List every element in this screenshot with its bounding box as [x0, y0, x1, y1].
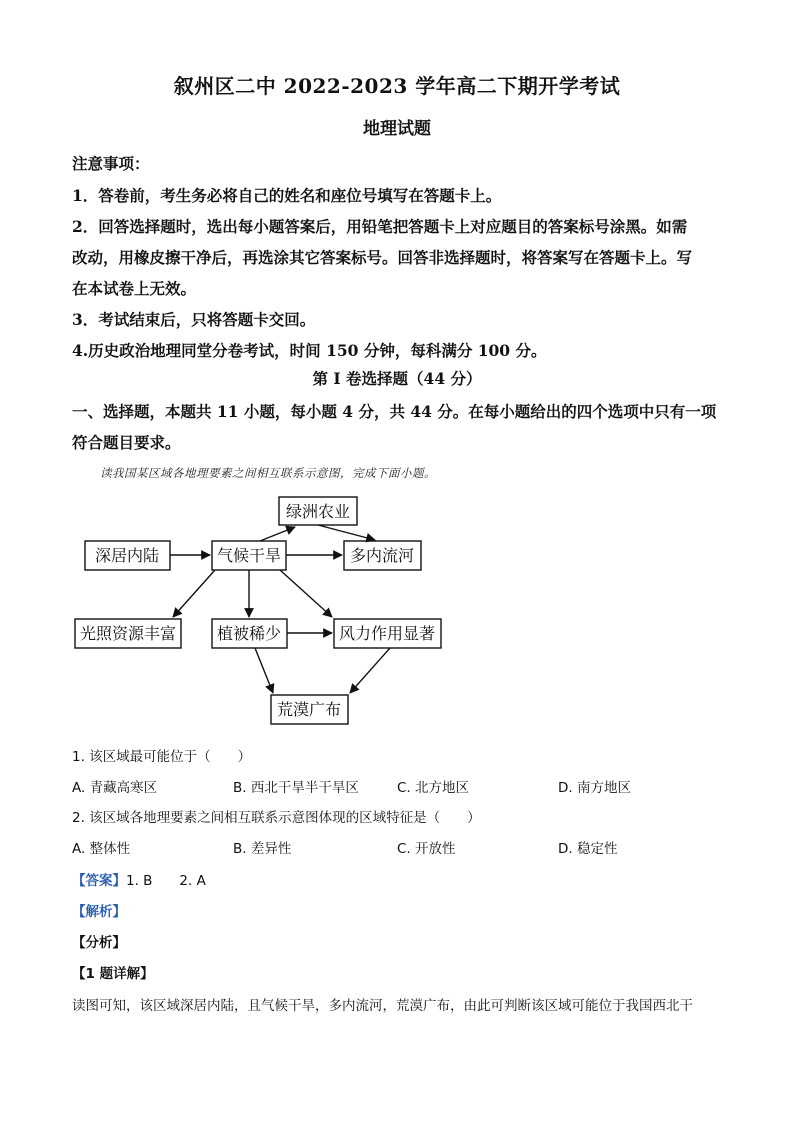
question-1-option-b: B. 西北干旱半干旱区	[233, 780, 359, 796]
section-instruction: 一、选择题，本题共 11 小题，每小题 4 分，共 44 分。在每小题给出的四个选项中只有一项	[72, 402, 717, 421]
answer-row	[72, 869, 206, 889]
node-sunlight: 光照资源丰富	[79, 624, 177, 643]
node-wind: 风力作用显著	[338, 624, 436, 643]
q1-detail-label: 【1 题详解】	[72, 966, 154, 982]
notice-line: 2．回答选择题时，选出每小题答案后，用铅笔把答题卡上对应题目的答案标号涂黑。如需	[72, 217, 688, 236]
arrow-arid-wind	[280, 570, 332, 617]
question-2-stem: 2. 该区域各地理要素之间相互联系示意图体现的区域特征是（ ）	[72, 810, 481, 826]
notice-heading: 注意事项：	[72, 154, 150, 173]
question-1-stem: 1. 该区域最可能位于（ ）	[72, 749, 252, 765]
q1-detail-text: 读图可知，该区域深居内陆，且气候干旱，多内流河，荒漠广布，由此可判断该区域可能位于我国西北干	[72, 998, 693, 1014]
answer-label: 【答案】	[72, 873, 126, 889]
arrow-arid-oasis	[260, 527, 295, 541]
section-instruction: 符合题目要求。	[72, 433, 181, 452]
node-rivers: 多内流河	[349, 546, 415, 565]
breakdown-label: 【分析】	[72, 935, 126, 951]
node-desert: 荒漠广布	[276, 700, 342, 719]
question-1-option-a: A. 青藏高寒区	[72, 780, 158, 796]
section-title: 第 I 卷选择题（44 分）	[312, 369, 482, 388]
analysis-label: 【解析】	[72, 904, 126, 920]
arrow-wind-desert	[350, 648, 390, 693]
question-1-option-d: D. 南方地区	[558, 780, 631, 796]
exam-title: 叙州区二中 2022-2023 学年高二下期开学考试	[173, 74, 621, 98]
relationship-diagram	[70, 490, 450, 730]
node-inland: 深居内陆	[94, 546, 160, 565]
question-2-option-a: A. 整体性	[72, 841, 131, 857]
node-vegetation: 植被稀少	[216, 624, 282, 643]
question-2-option-d: D. 稳定性	[558, 841, 618, 857]
question-1-option-c: C. 北方地区	[397, 780, 470, 796]
node-arid: 气候干旱	[216, 546, 282, 565]
arrow-arid-sunlight	[173, 570, 215, 617]
answer-text: 1. B 2. A	[126, 873, 206, 889]
diagram-intro: 读我国某区域各地理要素之间相互联系示意图，完成下面小题。	[100, 466, 436, 480]
question-2-option-c: C. 开放性	[397, 841, 456, 857]
arrow-vegetation-desert	[255, 648, 273, 693]
notice-line: 4.历史政治地理同堂分卷考试，时间 150 分钟，每科满分 100 分。	[72, 341, 547, 360]
question-2-option-b: B. 差异性	[233, 841, 292, 857]
exam-subject: 地理试题	[363, 119, 431, 139]
arrow-oasis-rivers	[318, 525, 375, 540]
notice-line: 3．考试结束后，只将答题卡交回。	[72, 310, 316, 329]
notice-line: 1．答卷前，考生务必将自己的姓名和座位号填写在答题卡上。	[72, 186, 502, 205]
notice-line: 在本试卷上无效。	[72, 279, 197, 298]
notice-line: 改动，用橡皮擦干净后，再选涂其它答案标号。回答非选择题时，将答案写在答题卡上。写	[72, 248, 693, 267]
node-oasis: 绿洲农业	[285, 502, 351, 521]
